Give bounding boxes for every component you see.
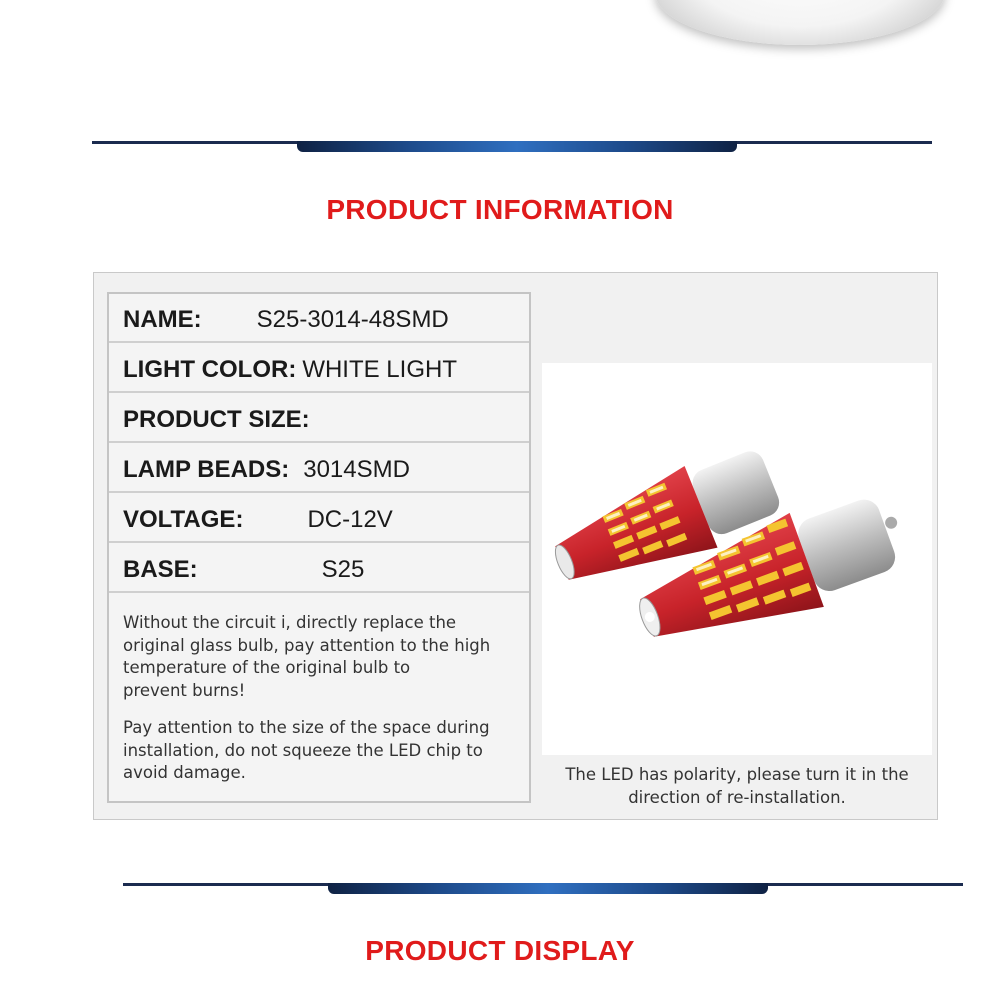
spec-label: LIGHT COLOR: (123, 355, 297, 383)
spec-row-lamp-beads (109, 448, 529, 493)
spec-table (107, 292, 531, 803)
spec-row-product-size (109, 398, 529, 443)
spec-value: S25-3014-48SMD (256, 305, 449, 333)
led-bulb-icon (542, 363, 932, 755)
spec-row-voltage (109, 498, 529, 543)
installation-note-1: Without the circuit i, directly replace the original glass bulb, pay attention to the high temperature of the original bulb to prevent burns! (123, 613, 491, 700)
spec-row-base (109, 548, 529, 593)
polarity-caption: The LED has polarity, please turn it in the direction of re-installation. (565, 765, 909, 807)
spec-label: VOLTAGE: (123, 505, 244, 533)
spec-value: 3014SMD (303, 455, 410, 483)
spec-label: NAME: (123, 305, 202, 333)
spec-label: BASE: (123, 555, 198, 583)
divider-top (92, 141, 932, 155)
spec-value: S25 (321, 555, 365, 583)
spec-label: LAMP BEADS: (123, 455, 290, 483)
section-title-product-display: PRODUCT DISPLAY (365, 935, 635, 966)
installation-note-2: Pay attention to the size of the space during installation, do not squeeze the LED chip to avoid damage. (123, 718, 490, 782)
spec-value: WHITE LIGHT (302, 355, 457, 383)
spec-row-name (109, 298, 529, 343)
spec-row-light-color (109, 348, 529, 393)
section-title-product-information: PRODUCT INFORMATION (326, 194, 674, 225)
product-photo (542, 363, 932, 755)
spec-label: PRODUCT SIZE: (123, 405, 310, 433)
divider-bottom (123, 883, 963, 897)
product-information-panel (93, 272, 938, 820)
spec-value: DC-12V (307, 505, 393, 533)
top-bulb-glass (655, 0, 945, 45)
